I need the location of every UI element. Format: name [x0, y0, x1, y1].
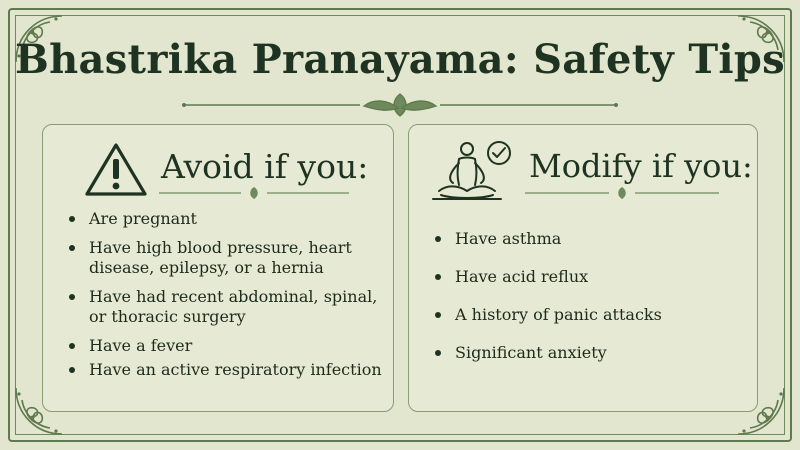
bullet-icon: [69, 245, 75, 251]
warning-triangle-icon: [83, 141, 149, 199]
list-item: Have asthma: [431, 229, 751, 249]
avoid-list: [65, 209, 385, 389]
heading-divider: [159, 187, 349, 199]
bullet-icon: [69, 294, 75, 300]
list-item: Have an active respiratory infection: [65, 360, 385, 380]
list-item: Have high blood pressure, heart disease, epilepsy, or a hernia: [65, 238, 385, 278]
meditating-person-check-icon: [431, 139, 521, 205]
avoid-heading: Avoid if you:: [161, 147, 369, 186]
heading-divider: [525, 187, 719, 199]
bullet-icon: [435, 312, 441, 318]
bullet-icon: [435, 274, 441, 280]
bullet-icon: [435, 236, 441, 242]
bullet-icon: [69, 343, 75, 349]
modify-panel: [408, 124, 758, 412]
bullet-icon: [69, 367, 75, 373]
title-ornament-icon: [180, 90, 620, 120]
bullet-icon: [435, 350, 441, 356]
list-item: Have had recent abdominal, spinal, or thoracic surgery: [65, 287, 385, 327]
avoid-panel: [42, 124, 394, 412]
list-item: Have acid reflux: [431, 267, 751, 287]
list-item: Are pregnant: [65, 209, 385, 229]
list-item: Have a fever: [65, 336, 385, 356]
page-title: Bhastrika Pranayama: Safety Tips: [15, 36, 785, 83]
list-item: A history of panic attacks: [431, 305, 751, 325]
bullet-icon: [69, 216, 75, 222]
modify-list: [431, 229, 751, 381]
list-item: Significant anxiety: [431, 343, 751, 363]
modify-heading: Modify if you:: [529, 147, 753, 185]
